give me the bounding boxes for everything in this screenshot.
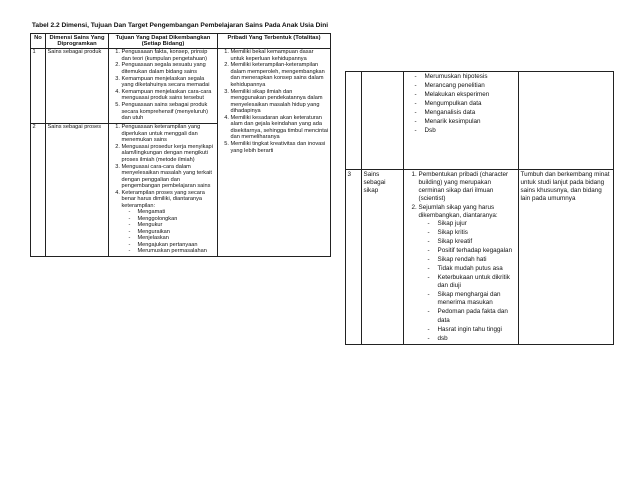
list-item: - Sikap menghargai dan menerima masukan [428,291,517,307]
row-number: 2 [31,123,46,256]
list-item: 2. Memiliki keterampilan-keterampilan dalam memperoleh, mengembangkan dan menerapkan konsep sains dalam kehidupannya [231,62,329,88]
list-item: - Sikap rendah hati [428,256,517,264]
list-item: - Sikap jujur [428,220,517,228]
list-item: - Menarik kesimpulan [415,118,517,126]
table-header-row [31,34,331,49]
empty-cell [362,72,404,170]
list-item: - Menjelaskan [129,235,216,242]
personality-cell [218,48,331,256]
personality-cell: Tumbuh dan berkembang minat untuk studi lanjut pada bidang sains khususnya, dan bidang lain pada umumnya [519,170,614,345]
table-row [346,170,614,345]
list-item: - Merancang penelitian [415,82,517,90]
list-item: - Mengajukan pertanyaan [129,242,216,249]
empty-cell [519,72,614,170]
row-number: 3 [346,170,362,345]
list-item: 5. Memiliki tingkat kreativitas dan inovasi yang lebih berarti [231,141,329,154]
list-item: - Hasrat ingin tahu tinggi [428,326,517,334]
dimension-table [30,33,331,257]
list-item: - Dsb [415,127,517,135]
list-item: 5. Penguasaan sains sebagai produk secara komprehensif (menyeluruh) dan utuh [122,102,216,122]
list-item: 2. Penguasaan segala sesuatu yang ditemukan dalam bidang sains [122,62,216,75]
list-item: - Melakukan eksperimen [415,91,517,99]
right-page [345,71,613,345]
goals-list [406,171,517,343]
list-item: - Keterbukaan untuk dikritik dan diuji [428,274,517,290]
attitude-list [419,220,517,343]
table-row [31,48,331,123]
goals-list [111,124,216,255]
list-item: 1. Penguasaan keterampilan yang diperlukan untuk menggali dan menemukan sains [122,124,216,144]
list-item: 3. Kemampuan menjelaskan segala yang diketahuinya secara memadai [122,76,216,89]
list-item: - Mengamati [129,209,216,216]
list-item: - dsb [428,335,517,343]
list-item: 1. Memiliki bekal kemampuan dasar untuk keperluan kehidupannya [231,49,329,62]
goals-list [111,49,216,122]
header-tujuan: Tujuan Yang Dapat Dikembangkan (Setiap Bidang) [109,34,218,49]
list-item [122,190,216,255]
header-pribadi: Pribadi Yang Terbentuk (Totalitas) [218,34,331,49]
goals-cell [109,48,218,123]
left-page [30,22,330,257]
goals-cell [404,170,519,345]
list-item: - Mengumpulkan data [415,100,517,108]
list-item: 2. Menguasai prosedur kerja menyikapi alam/lingkungan dengan mengikuti proses ilmiah (metode ilmiah) [122,144,216,164]
list-item: - Pedoman pada fakta dan data [428,308,517,324]
list-item: - Menggolongkan [129,216,216,223]
list-item: - Menguraikan [129,229,216,236]
dimension-cell: Sains sebagai sikap [362,170,404,345]
dimension-table-continued [345,71,614,345]
list-item-text: Sejumlah sikap yang harus dikembangkan, diantaranya: [418,203,498,219]
table-row [346,72,614,170]
row-number: 1 [31,48,46,123]
table-caption: Tabel 2.2 Dimensi, Tujuan Dan Target Pengembangan Pembelajaran Sains Pada Anak Usia Dini [31,22,329,29]
list-item: 3. Memiliki sikap ilmiah dan menggunakan pendekatannya dalam menyelesaikan masalah hidup yang dihadapinya [231,89,329,115]
empty-cell [346,72,362,170]
list-item-text: Keterampilan proses yang secara benar harus dimiliki, diantaranya keterampilan: [121,189,205,209]
list-item: 1. Pengusaaan fakta, konsep, prinsip dan teori (kumpulan pengetahuan) [122,49,216,62]
goals-cell [404,72,519,170]
list-item: - Merumuskan permasalahan [129,248,216,255]
skills-list [122,209,216,255]
list-item: - Tidak mudah putus asa [428,265,517,273]
personality-list [220,49,329,154]
dimension-cell: Sains sebagai proses [46,123,109,256]
list-item: - Mengukur [129,222,216,229]
skills-list [406,73,517,135]
goals-cell [109,123,218,256]
list-item: - Sikap kritis [428,229,517,237]
list-item: 4. Kemampuan menjelaskan cara-cara menguasai produk sains tersebut [122,89,216,102]
list-item: 1. Pembentukan pribadi (character building) yang merupakan cerminan sikap dari ilmuan (scientist) [419,171,517,204]
list-item: 3. Menguasai cara-cara dalam menyelesaikan masalah yang terkait dengan penggalian dan pengembangan pembelajaran sains [122,164,216,190]
header-dimensi: Dimensi Sains Yang Diprogramkan [46,34,109,49]
header-no: No [31,34,46,49]
list-item [419,204,517,343]
list-item: 4. Memiliki kesadaran akan keteraturan alam dan gejala keindahan yang ada disekitarnya, sehingga timbul mencintai dan memeliharanya [231,115,329,141]
list-item: - Sikap kreatif [428,238,517,246]
list-item: - Merumuskan hipotesis [415,73,517,81]
list-item: - Positif terhadap kegagalan [428,247,517,255]
dimension-cell: Sains sebagai produk [46,48,109,123]
list-item: - Menganalisis data [415,109,517,117]
